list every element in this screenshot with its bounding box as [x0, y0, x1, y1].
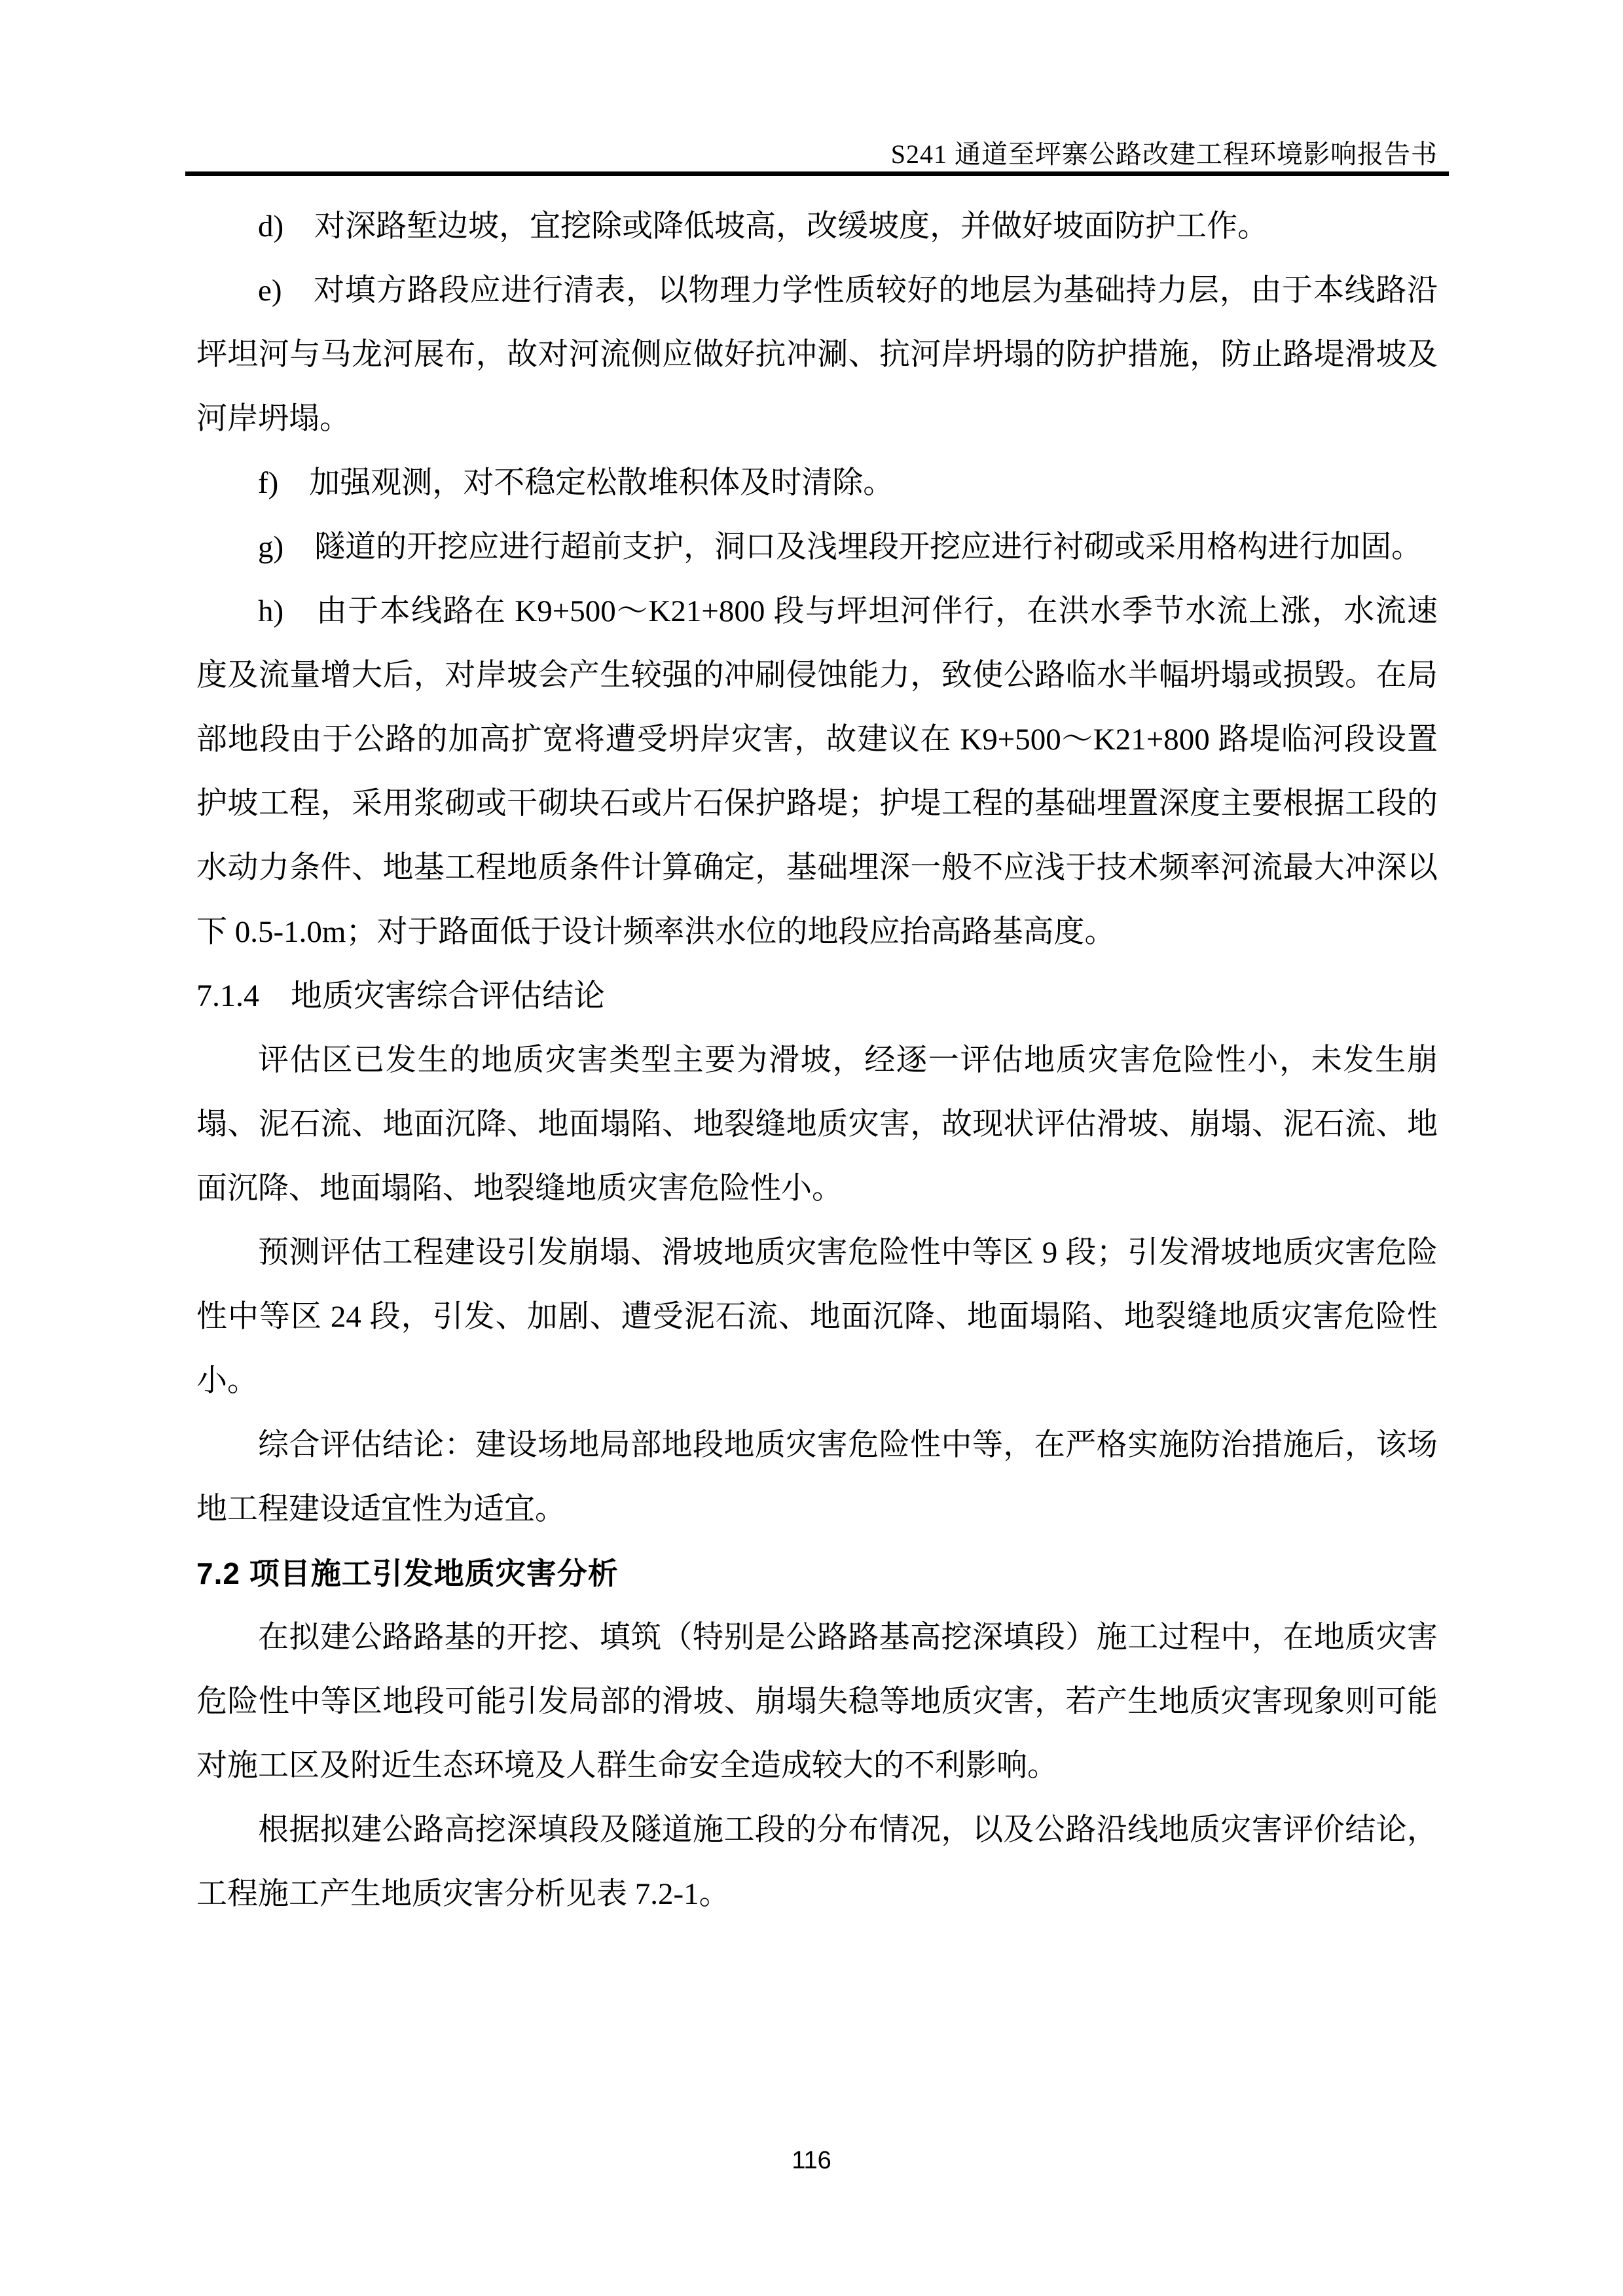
list-item-h: h) 由于本线路在 K9+500～K21+800 段与坪坦河伴行，在洪水季节水流上涨，水流速度及流量增大后，对岸坡会产生较强的冲刷侵蚀能力，致使公路临水半幅坍塌或损毁。在局部地段由于公路的加高扩宽将遭受坍岸灾害，故建议在 K9+500～K21+800 路堤临河段设置护坡工程，采用浆砌或干砌块石或片石保护路堤；护堤工程的基础埋置深度主要根据工段的水动力条件、地基工程地质条件计算确定，基础埋深一般不应浅于技术频率河流最大冲深以下 0.5-1.0m；对于路面低于设计频率洪水位的地段应抬高路基高度。	[196, 594, 1438, 949]
page-footer	[0, 2147, 1623, 2175]
list-item-d: d) 对深路堑边坡，宜挖除或降低坡高，改缓坡度，并做好坡面防护工作。	[258, 209, 1269, 243]
paragraph-assessment-conclusion: 综合评估结论：建设场地局部地段地质灾害危险性中等，在严格实施防治措施后，该场地工程建设适宜性为适宜。	[196, 1428, 1438, 1526]
heading-7-1-4: 7.1.4 地质灾害综合评估结论	[196, 978, 606, 1013]
heading-7-2: 7.2 项目施工引发地质灾害分析	[196, 1556, 619, 1590]
page-number: 116	[792, 2147, 831, 2174]
list-item-e: e) 对填方路段应进行清表，以物理力学性质较好的地层为基础持力层，由于本线路沿坪坦河与马龙河展布，故对河流侧应做好抗冲涮、抗河岸坍塌的防护措施，防止路堤滑坡及河岸坍塌。	[196, 274, 1438, 436]
document-body	[196, 194, 1438, 1926]
header-rule	[185, 171, 1449, 176]
list-item-g: g) 隧道的开挖应进行超前支护，洞口及浅埋段开挖应进行衬砌或采用格构进行加固。	[258, 530, 1423, 564]
paragraph-table-reference: 根据拟建公路高挖深填段及隧道施工段的分布情况，以及公路沿线地质灾害评价结论，工程施工产生地质灾害分析见表 7.2-1。	[196, 1813, 1438, 1911]
paragraph-construction-hazard: 在拟建公路路基的开挖、填筑（特别是公路路基高挖深填段）施工过程中，在地质灾害危险性中等区地段可能引发局部的滑坡、崩塌失稳等地质灾害，若产生地质灾害现象则可能对施工区及附近生态环境及人群生命安全造成较大的不利影响。	[196, 1621, 1438, 1783]
header-title: S241 通道至坪寨公路改建工程环境影响报告书	[890, 139, 1438, 169]
paragraph-assessment-prediction: 预测评估工程建设引发崩塌、滑坡地质灾害危险性中等区 9 段；引发滑坡地质灾害危险性中等区 24 段，引发、加剧、遭受泥石流、地面沉降、地面塌陷、地裂缝地质灾害危险性小。	[196, 1236, 1438, 1398]
list-item-f: f) 加强观测，对不稳定松散堆积体及时清除。	[258, 466, 894, 500]
paragraph-assessment-current: 评估区已发生的地质灾害类型主要为滑坡，经逐一评估地质灾害危险性小，未发生崩塌、泥石流、地面沉降、地面塌陷、地裂缝地质灾害，故现状评估滑坡、崩塌、泥石流、地面沉降、地面塌陷、地裂缝地质灾害危险性小。	[196, 1043, 1438, 1206]
